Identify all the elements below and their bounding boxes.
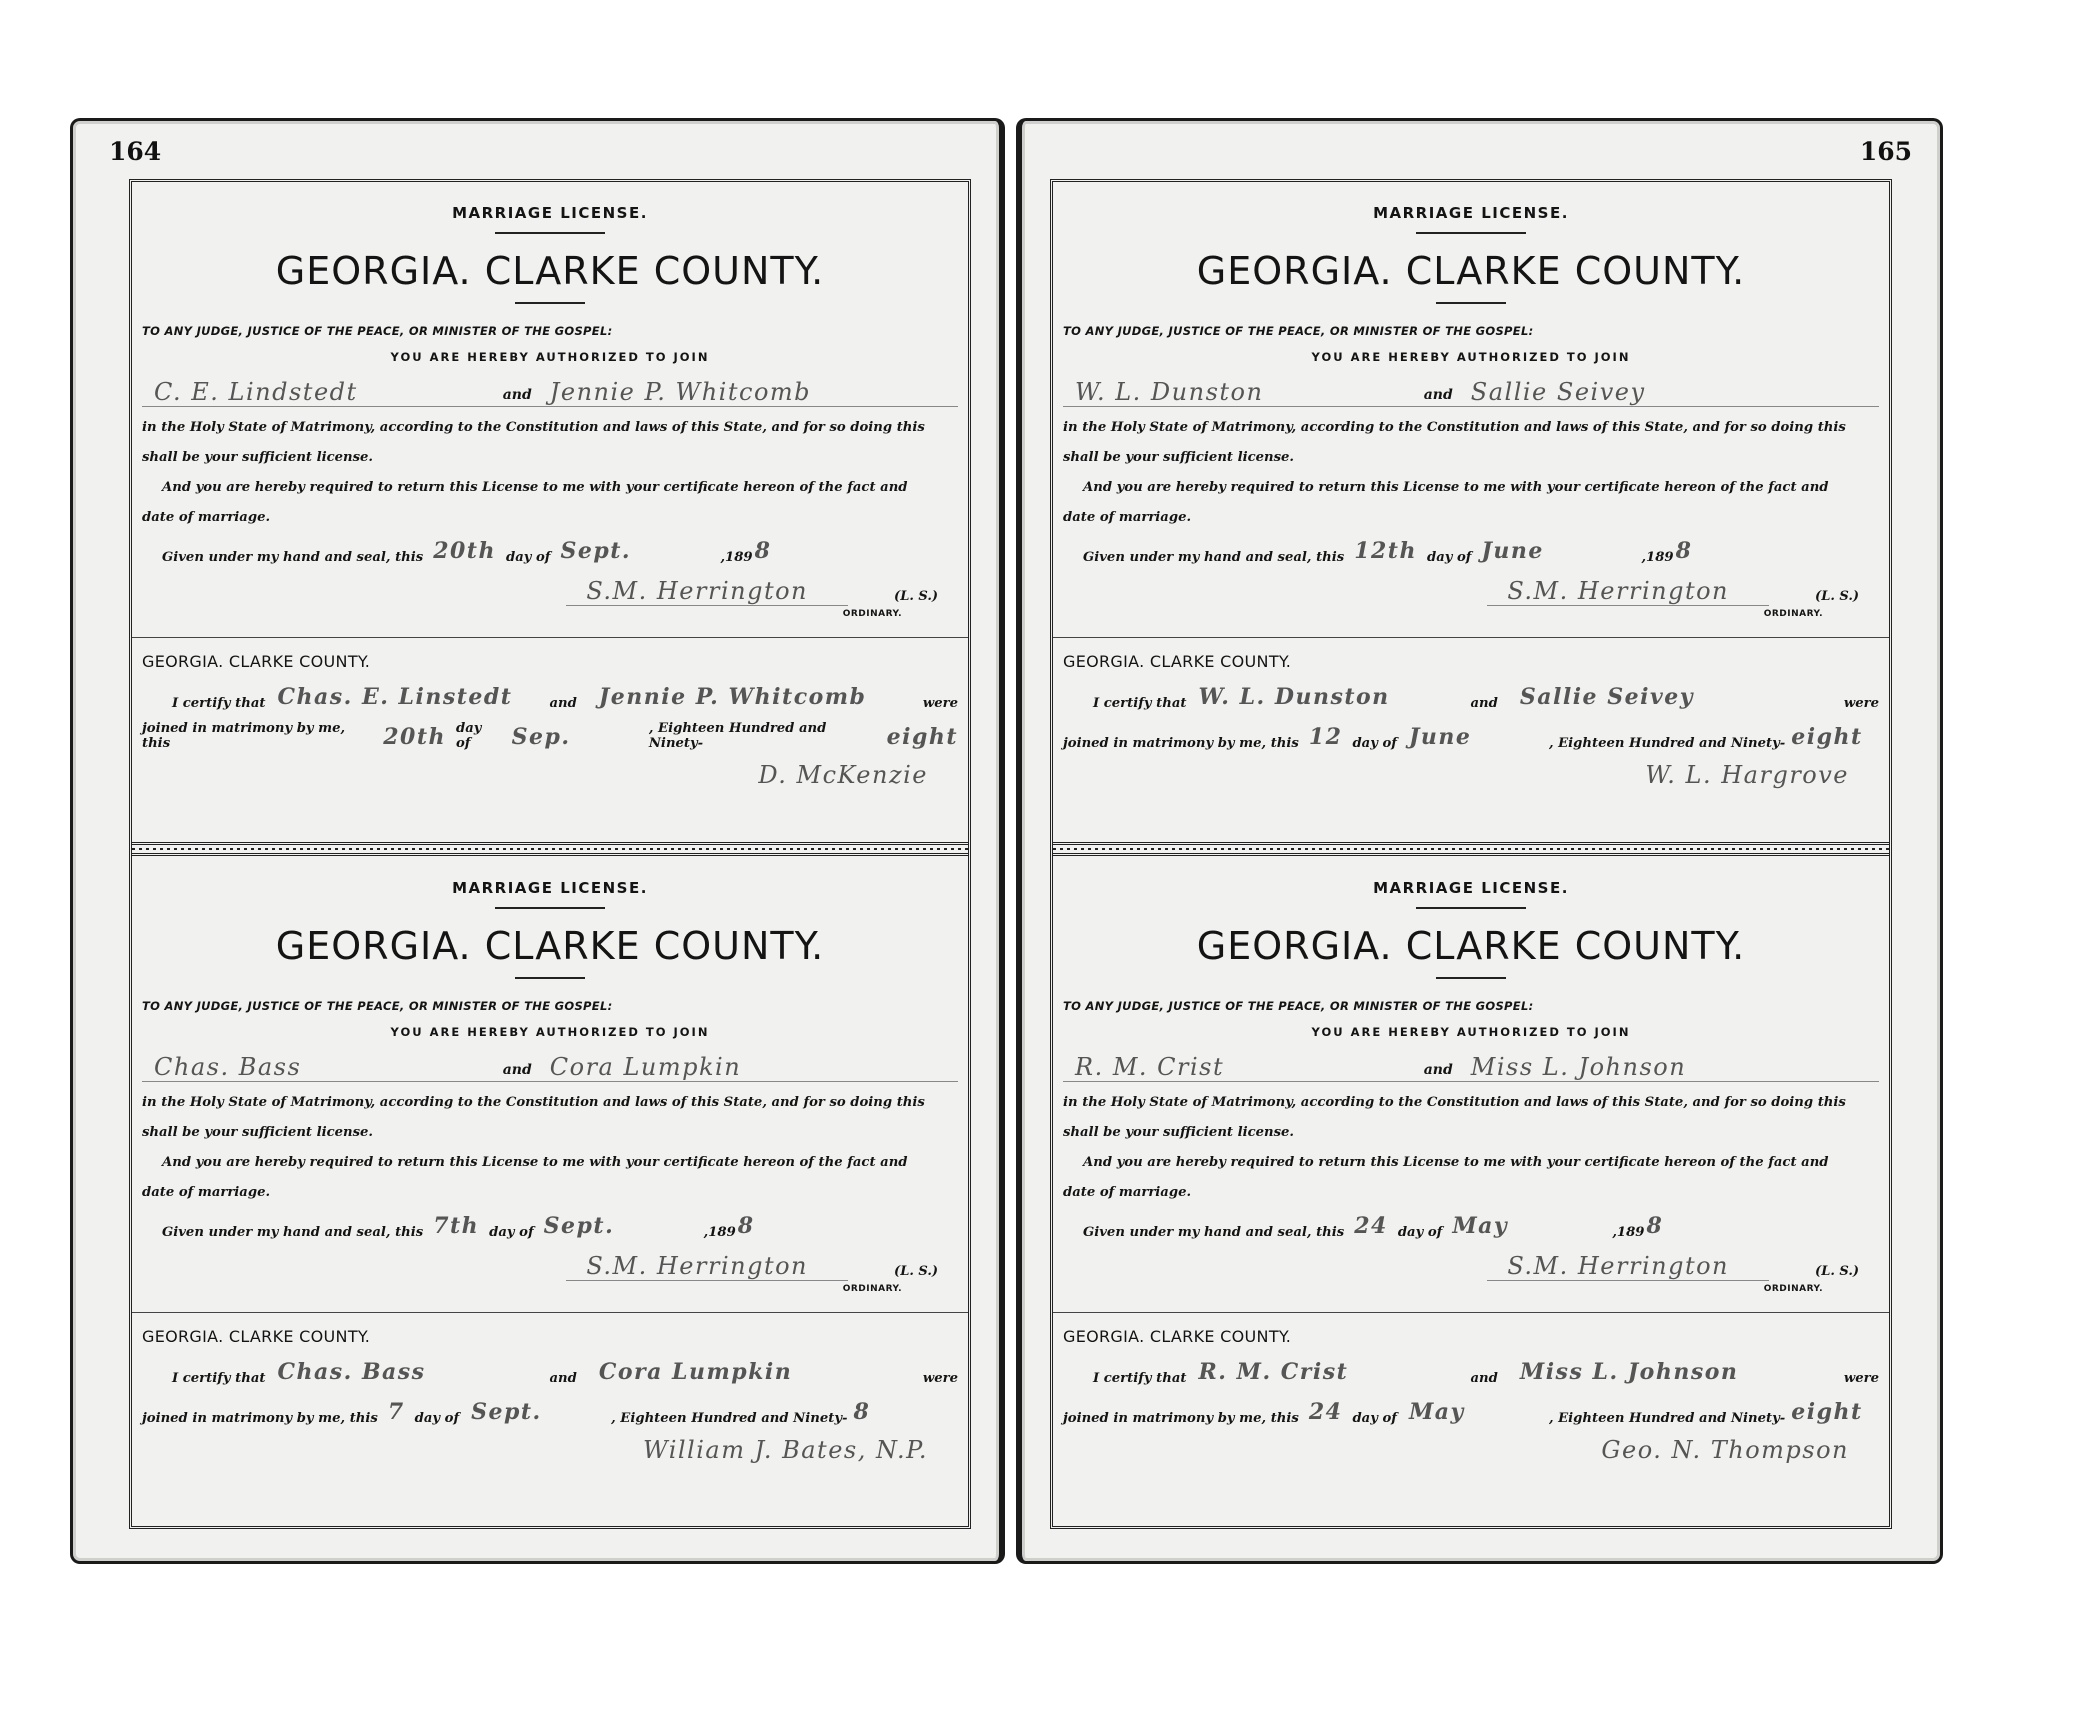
certificate-month: May <box>1408 1399 1465 1425</box>
certificate-day: 12 <box>1308 724 1343 750</box>
day-of-label: day of <box>1352 1411 1397 1426</box>
and-label: and <box>1470 696 1498 711</box>
marriage-license-form <box>1053 857 1889 1517</box>
body-line: And you are hereby required to return this License to me with your certificate hereon of the fact and <box>1083 480 1829 495</box>
officiant-row <box>142 1436 958 1464</box>
license-body <box>142 1088 958 1208</box>
form-separator <box>1053 842 1889 856</box>
certificate-groom: Chas. E. Linstedt <box>277 684 513 710</box>
certificate-day: 7 <box>387 1399 405 1425</box>
and-label: and <box>549 1371 577 1386</box>
body-line: shall be your sufficient license. <box>142 1125 374 1140</box>
joined-label: joined in matrimony by me, this <box>1063 736 1299 751</box>
marriage-license-form <box>132 857 968 1517</box>
seal-label: (L. S.) <box>894 589 938 604</box>
certificate-month: Sep. <box>511 724 571 750</box>
ordinary-signature-row <box>1063 1246 1879 1304</box>
bride-name: Cora Lumpkin <box>549 1053 742 1081</box>
body-line: date of marriage. <box>142 1185 271 1200</box>
county-title: GEORGIA. CLARKE COUNTY. <box>1196 924 1746 968</box>
day-of-label: day of <box>505 550 551 565</box>
given-day: 24 <box>1354 1213 1388 1239</box>
given-year: 8 <box>1646 1213 1664 1239</box>
given-day: 20th <box>433 538 496 564</box>
divider <box>515 302 585 304</box>
divider <box>515 977 585 979</box>
authorized-line: YOU ARE HEREBY AUTHORIZED TO JOIN <box>390 1025 710 1039</box>
page-number: 165 <box>1859 137 1912 166</box>
page-frame <box>1050 179 1892 1529</box>
divider <box>132 637 968 638</box>
certify-label: I certify that <box>1093 696 1187 711</box>
day-of-label: day of <box>1426 550 1472 565</box>
officiant-signature: Geo. N. Thompson <box>1601 1436 1849 1464</box>
certify-label: I certify that <box>1093 1371 1187 1386</box>
certificate-county: GEORGIA. CLARKE COUNTY. <box>1063 1327 1292 1346</box>
were-label: were <box>922 1371 958 1386</box>
ordinary-label: ORDINARY. <box>1763 1284 1823 1294</box>
certificate-county: GEORGIA. CLARKE COUNTY. <box>142 1327 371 1346</box>
right-page <box>1016 118 1943 1564</box>
certify-line <box>1063 677 1879 711</box>
certify-line <box>1063 1352 1879 1386</box>
day-of-label: day of <box>414 1411 460 1426</box>
license-heading: MARRIAGE LICENSE. <box>1373 879 1569 897</box>
given-label: Given under my hand and seal, this <box>162 1225 424 1240</box>
certificate-month: June <box>1408 724 1472 750</box>
body-line: date of marriage. <box>1063 510 1192 525</box>
joined-label: joined in matrimony by me, this <box>1063 1411 1299 1426</box>
seal-label: (L. S.) <box>1815 1264 1859 1279</box>
certificate-groom: R. M. Crist <box>1198 1359 1349 1385</box>
ordinary-label: ORDINARY. <box>842 1284 902 1294</box>
bride-name: Miss L. Johnson <box>1470 1053 1687 1081</box>
bride-name: Jennie P. Whitcomb <box>549 378 812 406</box>
certify-label: I certify that <box>172 696 266 711</box>
license-heading: MARRIAGE LICENSE. <box>452 879 648 897</box>
given-month: Sept. <box>560 538 632 564</box>
joined-label: joined in matrimony by me, this <box>142 1411 378 1426</box>
certificate-day: 24 <box>1308 1399 1343 1425</box>
seal-label: (L. S.) <box>894 1264 938 1279</box>
license-heading: MARRIAGE LICENSE. <box>452 204 648 222</box>
were-label: were <box>922 696 958 711</box>
body-line: in the Holy State of Matrimony, according to the Constitution and laws of this State, and for so doing this <box>142 1095 925 1110</box>
joined-line <box>1063 717 1879 751</box>
and-label: and <box>502 1062 532 1078</box>
authorized-line: YOU ARE HEREBY AUTHORIZED TO JOIN <box>1311 350 1631 364</box>
seal-label: (L. S.) <box>1815 589 1859 604</box>
officiant-row <box>142 761 958 789</box>
given-day: 12th <box>1354 538 1417 564</box>
ordinary-signature: S.M. Herrington <box>566 1252 848 1281</box>
addressee-line: TO ANY JUDGE, JUSTICE OF THE PEACE, OR MINISTER OF THE GOSPEL: <box>1063 324 1534 338</box>
and-label: and <box>549 696 577 711</box>
and-label: and <box>1470 1371 1498 1386</box>
officiant-signature: William J. Bates, N.P. <box>642 1436 928 1464</box>
given-label: Given under my hand and seal, this <box>162 550 424 565</box>
divider <box>1416 907 1526 909</box>
and-label: and <box>502 387 532 403</box>
certificate-month: Sept. <box>471 1399 542 1425</box>
body-line: shall be your sufficient license. <box>1063 1125 1295 1140</box>
joined-line <box>1063 1392 1879 1426</box>
certificate-year: 8 <box>853 1399 871 1425</box>
license-body <box>1063 1088 1879 1208</box>
certificate-county: GEORGIA. CLARKE COUNTY. <box>142 652 371 671</box>
ordinary-label: ORDINARY. <box>842 609 902 619</box>
license-body <box>1063 413 1879 533</box>
given-month: June <box>1481 538 1544 564</box>
certify-line <box>142 1352 958 1386</box>
authorized-line: YOU ARE HEREBY AUTHORIZED TO JOIN <box>390 350 710 364</box>
certificate-day: 20th <box>383 724 446 750</box>
officiant-signature: D. McKenzie <box>758 761 928 789</box>
certificate-bride: Miss L. Johnson <box>1519 1359 1739 1385</box>
given-label: Given under my hand and seal, this <box>1083 550 1345 565</box>
divider <box>1436 977 1506 979</box>
authorized-line: YOU ARE HEREBY AUTHORIZED TO JOIN <box>1311 1025 1631 1039</box>
certificate-county: GEORGIA. CLARKE COUNTY. <box>1063 652 1292 671</box>
addressee-line: TO ANY JUDGE, JUSTICE OF THE PEACE, OR MINISTER OF THE GOSPEL: <box>142 324 613 338</box>
joined-line <box>142 1392 958 1426</box>
page-frame <box>129 179 971 1529</box>
officiant-row <box>1063 1436 1879 1464</box>
divider <box>1053 637 1889 638</box>
body-line: in the Holy State of Matrimony, according to the Constitution and laws of this State, and for so doing this <box>1063 1095 1846 1110</box>
names-line <box>1063 1051 1879 1082</box>
given-line <box>142 535 958 565</box>
were-label: were <box>1843 1371 1879 1386</box>
certificate-bride: Cora Lumpkin <box>598 1359 793 1385</box>
joined-line <box>142 717 958 751</box>
certificate-year: eight <box>1791 724 1863 750</box>
license-body <box>142 413 958 533</box>
and-label: and <box>1423 387 1453 403</box>
day-of-label: day of <box>455 721 482 751</box>
given-line <box>142 1210 958 1240</box>
addressee-line: TO ANY JUDGE, JUSTICE OF THE PEACE, OR MINISTER OF THE GOSPEL: <box>1063 999 1534 1013</box>
given-line <box>1063 1210 1879 1240</box>
given-year: 8 <box>737 1213 755 1239</box>
ordinary-signature: S.M. Herrington <box>1487 577 1769 606</box>
groom-name: C. E. Lindstedt <box>154 378 358 406</box>
addressee-line: TO ANY JUDGE, JUSTICE OF THE PEACE, OR MINISTER OF THE GOSPEL: <box>142 999 613 1013</box>
body-line: in the Holy State of Matrimony, according to the Constitution and laws of this State, and for so doing this <box>142 420 925 435</box>
day-of-label: day of <box>489 1225 534 1240</box>
day-of-label: day of <box>1397 1225 1443 1240</box>
year-label: ,189 <box>720 550 753 565</box>
bride-name: Sallie Seivey <box>1470 378 1646 406</box>
divider <box>1416 232 1526 234</box>
year-label: ,189 <box>703 1225 736 1240</box>
groom-name: W. L. Dunston <box>1075 378 1264 406</box>
given-month: May <box>1452 1213 1509 1239</box>
county-title: GEORGIA. CLARKE COUNTY. <box>275 924 825 968</box>
divider <box>495 907 605 909</box>
eighteen-label: , Eighteen Hundred and Ninety- <box>1548 1411 1786 1426</box>
certify-label: I certify that <box>172 1371 266 1386</box>
certificate-bride: Jennie P. Whitcomb <box>598 684 867 710</box>
year-label: ,189 <box>1641 550 1674 565</box>
marriage-license-form <box>132 182 968 842</box>
ordinary-label: ORDINARY. <box>1763 609 1823 619</box>
body-line: And you are hereby required to return this License to me with your certificate hereon of the fact and <box>162 480 908 495</box>
officiant-row <box>1063 761 1879 789</box>
ordinary-signature: S.M. Herrington <box>1487 1252 1769 1281</box>
form-separator <box>132 842 968 856</box>
ordinary-signature-row <box>142 571 958 629</box>
given-day: 7th <box>433 1213 480 1239</box>
certificate-bride: Sallie Seivey <box>1519 684 1695 710</box>
divider <box>495 232 605 234</box>
certificate-year: eight <box>1791 1399 1863 1425</box>
body-line: shall be your sufficient license. <box>142 450 374 465</box>
were-label: were <box>1843 696 1879 711</box>
given-year: 8 <box>1675 538 1693 564</box>
left-page <box>70 118 1005 1564</box>
body-line: And you are hereby required to return this License to me with your certificate hereon of the fact and <box>162 1155 908 1170</box>
officiant-signature: W. L. Hargrove <box>1645 761 1849 789</box>
given-year: 8 <box>754 538 772 564</box>
given-line <box>1063 535 1879 565</box>
marriage-license-form <box>1053 182 1889 842</box>
license-heading: MARRIAGE LICENSE. <box>1373 204 1569 222</box>
body-line: date of marriage. <box>142 510 271 525</box>
joined-label: joined in matrimony by me, this <box>142 721 346 751</box>
county-title: GEORGIA. CLARKE COUNTY. <box>275 249 825 293</box>
groom-name: R. M. Crist <box>1075 1053 1225 1081</box>
divider <box>1436 302 1506 304</box>
eighteen-label: , Eighteen Hundred and Ninety- <box>648 721 827 751</box>
certify-line <box>142 677 958 711</box>
ordinary-signature: S.M. Herrington <box>566 577 848 606</box>
day-of-label: day of <box>1352 736 1397 751</box>
groom-name: Chas. Bass <box>154 1053 302 1081</box>
page-number: 164 <box>109 137 162 166</box>
body-line: shall be your sufficient license. <box>1063 450 1295 465</box>
body-line: in the Holy State of Matrimony, according to the Constitution and laws of this State, and for so doing this <box>1063 420 1846 435</box>
certificate-groom: Chas. Bass <box>277 1359 426 1385</box>
body-line: date of marriage. <box>1063 1185 1192 1200</box>
and-label: and <box>1423 1062 1453 1078</box>
certificate-groom: W. L. Dunston <box>1198 684 1390 710</box>
given-label: Given under my hand and seal, this <box>1083 1225 1345 1240</box>
eighteen-label: , Eighteen Hundred and Ninety- <box>1548 736 1786 751</box>
names-line <box>142 376 958 407</box>
names-line <box>142 1051 958 1082</box>
county-title: GEORGIA. CLARKE COUNTY. <box>1196 249 1746 293</box>
eighteen-label: , Eighteen Hundred and Ninety- <box>611 1411 848 1426</box>
ordinary-signature-row <box>142 1246 958 1304</box>
divider <box>132 1312 968 1313</box>
certificate-year: eight <box>886 724 958 750</box>
ordinary-signature-row <box>1063 571 1879 629</box>
year-label: ,189 <box>1612 1225 1645 1240</box>
names-line <box>1063 376 1879 407</box>
body-line: And you are hereby required to return this License to me with your certificate hereon of the fact and <box>1083 1155 1829 1170</box>
divider <box>1053 1312 1889 1313</box>
given-month: Sept. <box>543 1213 615 1239</box>
